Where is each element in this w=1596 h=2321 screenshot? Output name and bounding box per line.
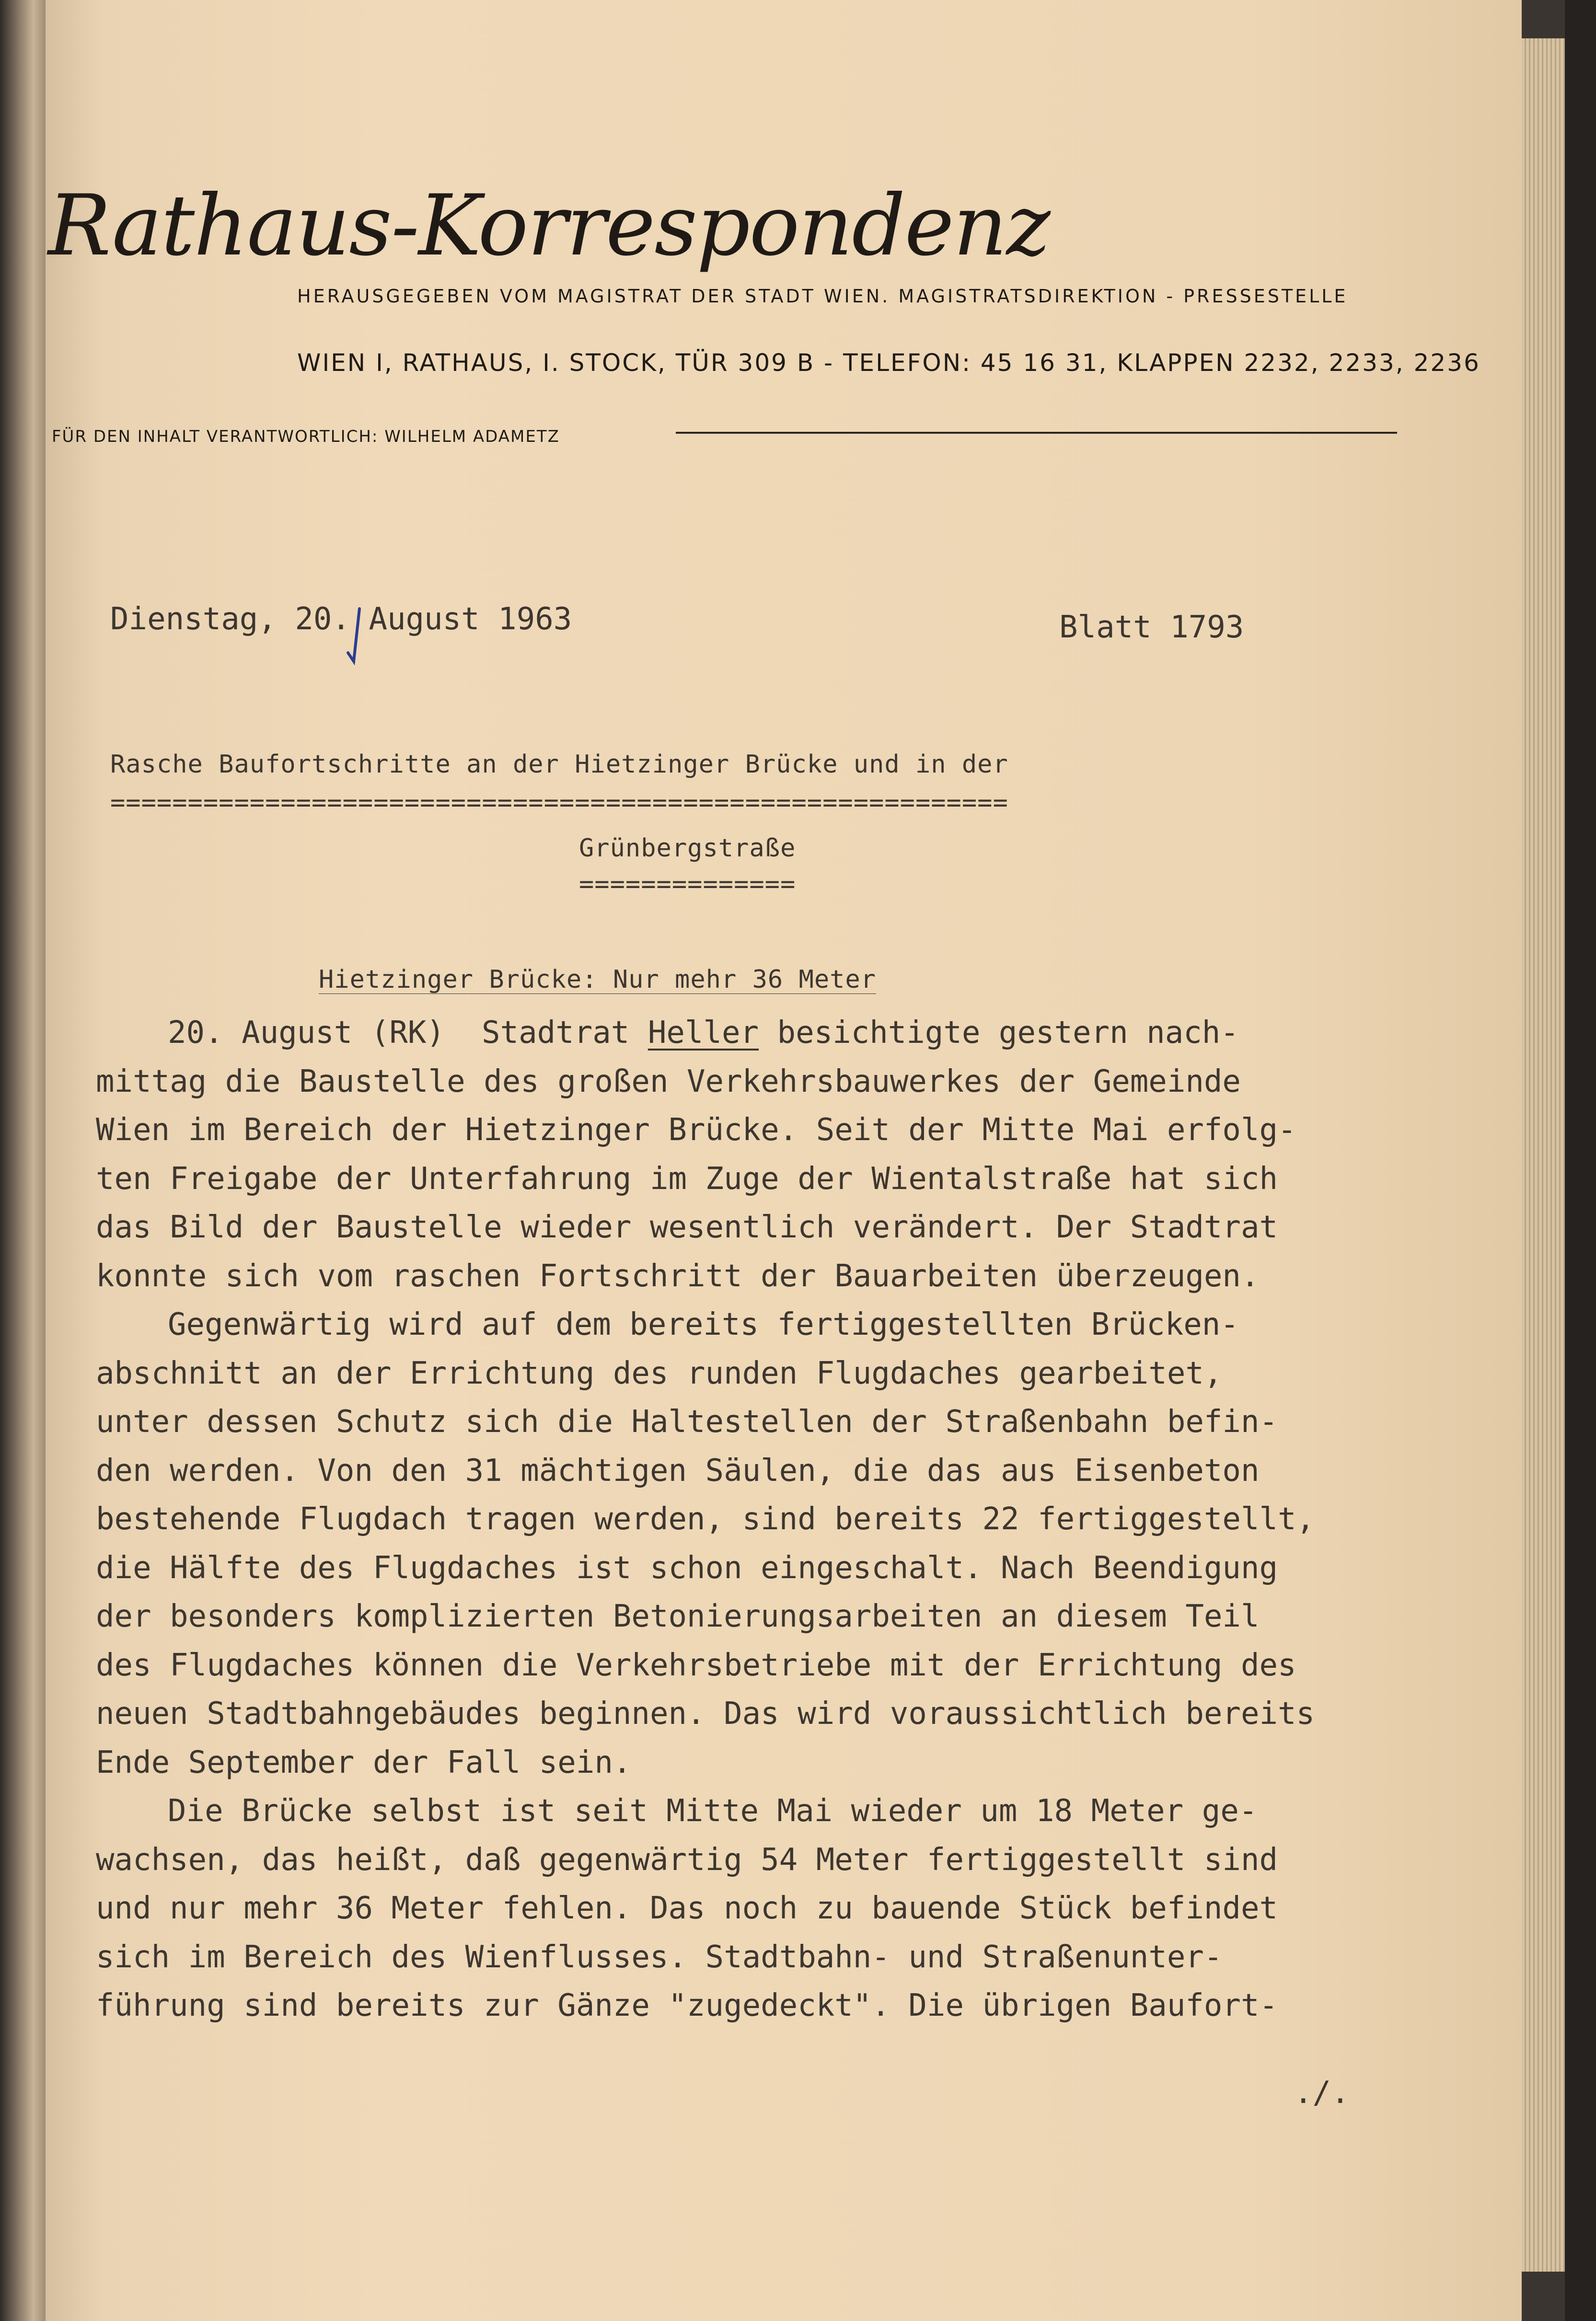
page-stack-edge bbox=[1522, 38, 1565, 2272]
background-edge bbox=[1565, 0, 1596, 2321]
headline-line-1: Rasche Baufortschritte an der Hietzinger Brücke und in der bbox=[110, 750, 1008, 779]
body-line: Die Brücke selbst ist seit Mitte Mai wieder um 18 Meter ge- bbox=[168, 1793, 1258, 1829]
header-rule bbox=[676, 432, 1397, 434]
subheading: Hietzinger Brücke: Nur mehr 36 Meter bbox=[319, 965, 877, 994]
address-line: WIEN I, RATHAUS, I. STOCK, TÜR 309 B - TELEFON: 45 16 31, KLAPPEN 2232, 2233, 2236 bbox=[297, 349, 1480, 377]
name-heller: Heller bbox=[648, 1015, 759, 1051]
headline-line-2: Grünbergstraße bbox=[579, 834, 796, 863]
body-line: mittag die Baustelle des großen Verkehrsbauwerkes der Gemeinde bbox=[96, 1063, 1241, 1099]
body-line: und nur mehr 36 Meter fehlen. Das noch zu bauende Stück befindet bbox=[96, 1891, 1278, 1926]
body-line: Gegenwärtig wird auf dem bereits fertiggestellten Brücken- bbox=[168, 1307, 1239, 1342]
article-body bbox=[96, 1015, 1428, 2037]
body-line: wachsen, das heißt, daß gegenwärtig 54 Meter fertiggestellt sind bbox=[96, 1842, 1278, 1878]
body-line: sich im Bereich des Wienflusses. Stadtbahn- und Straßenunter- bbox=[96, 1939, 1223, 1975]
pen-correction-mark bbox=[341, 605, 370, 667]
body-line: führung sind bereits zur Gänze "zugedeckt". Die übrigen Baufort- bbox=[96, 1988, 1278, 2023]
publisher-line: HERAUSGEGEBEN VOM MAGISTRAT DER STADT WIEN. MAGISTRATSDIREKTION - PRESSESTELLE bbox=[297, 286, 1348, 307]
body-text: besichtigte gestern nach- bbox=[759, 1015, 1239, 1051]
responsible-line: FÜR DEN INHALT VERANTWORTLICH: WILHELM ADAMETZ bbox=[52, 427, 560, 446]
body-line: das Bild der Baustelle wieder wesentlich verändert. Der Stadtrat bbox=[96, 1210, 1278, 1245]
body-line bbox=[96, 1015, 1428, 1064]
body-line: unter dessen Schutz sich die Haltestellen der Straßenbahn befin- bbox=[96, 1404, 1278, 1440]
issue-date: Dienstag, 20. August 1963 bbox=[110, 601, 572, 637]
body-line: des Flugdaches können die Verkehrsbetriebe mit der Errichtung des bbox=[96, 1647, 1296, 1683]
headline-double-underline: ========================================================== bbox=[110, 788, 1008, 817]
headline-double-underline-2: ============== bbox=[579, 870, 796, 899]
body-line: Ende September der Fall sein. bbox=[96, 1744, 632, 1780]
continuation-mark: ./. bbox=[1294, 2075, 1350, 2111]
body-line: ten Freigabe der Unterfahrung im Zuge der Wientalstraße hat sich bbox=[96, 1161, 1278, 1197]
body-line: der besonders komplizierten Betonierungsarbeiten an diesem Teil bbox=[96, 1599, 1260, 1634]
body-line: bestehende Flugdach tragen werden, sind bereits 22 fertiggestellt, bbox=[96, 1501, 1315, 1537]
masthead-title: Rathaus-Korrespondenz bbox=[48, 177, 1050, 275]
body-text: 20. August (RK) Stadtrat bbox=[168, 1015, 648, 1051]
body-line: Wien im Bereich der Hietzinger Brücke. Seit der Mitte Mai erfolg- bbox=[96, 1112, 1296, 1148]
body-line: die Hälfte des Flugdaches ist schon eingeschalt. Nach Beendigung bbox=[96, 1550, 1278, 1586]
body-line: den werden. Von den 31 mächtigen Säulen, die das aus Eisenbeton bbox=[96, 1453, 1260, 1489]
body-line: abschnitt an der Errichtung des runden Flugdaches gearbeitet, bbox=[96, 1355, 1223, 1391]
body-line: konnte sich vom raschen Fortschritt der Bauarbeiten überzeugen. bbox=[96, 1258, 1260, 1294]
body-line: neuen Stadtbahngebäudes beginnen. Das wird voraussichtlich bereits bbox=[96, 1696, 1315, 1732]
facing-page-edge bbox=[0, 0, 46, 2321]
sheet-number: Blatt 1793 bbox=[1059, 610, 1244, 645]
